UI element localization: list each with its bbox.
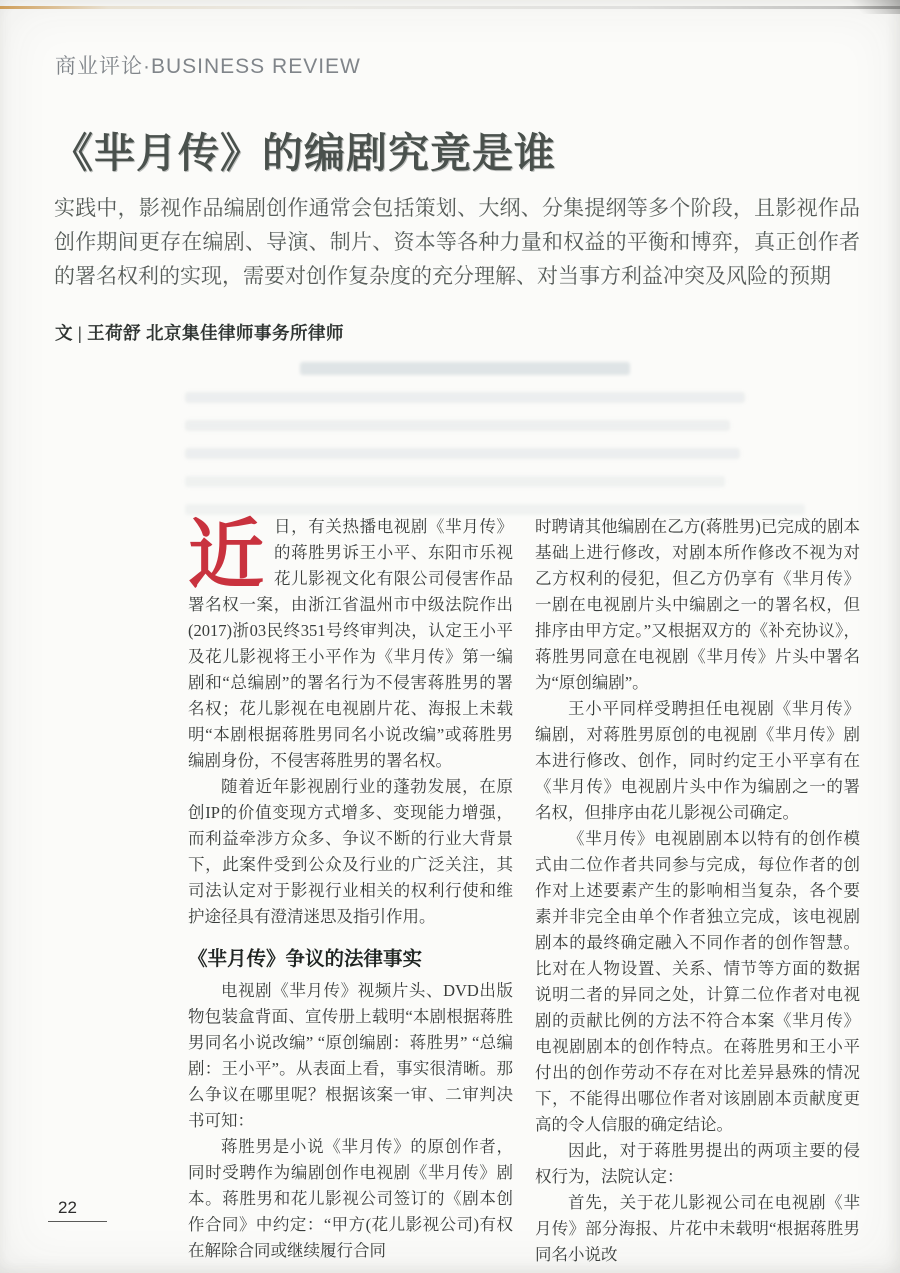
byline: 文 | 王荷舒 北京集佳律师事务所律师	[55, 323, 344, 343]
left-column	[188, 514, 513, 1268]
bleed-through-artifact	[185, 362, 785, 532]
bleed-line	[300, 362, 630, 375]
paragraph: 首先，关于花儿影视公司在电视剧《芈月传》部分海报、片花中未载明“根据蒋胜男同名小说改	[535, 1193, 860, 1264]
page-number: 22	[48, 1198, 107, 1222]
bleed-line	[185, 476, 725, 487]
paragraph-lede	[188, 514, 513, 774]
article-title: 《芈月传》的编剧究竟是谁	[52, 130, 556, 176]
scan-corner-artifact	[840, 0, 900, 14]
paragraph: 因此，对于蒋胜男提出的两项主要的侵权行为，法院认定：	[535, 1141, 860, 1186]
paragraph: 王小平同样受聘担任电视剧《芈月传》编剧，对蒋胜男原创的电视剧《芈月传》剧本进行修改、创作，同时约定王小平享有在《芈月传》电视剧片头中作为编剧之一的署名权，但排序由花儿影视公司确定。	[535, 699, 860, 822]
bleed-line	[185, 392, 745, 403]
paragraph: 蒋胜男是小说《芈月传》的原创作者，同时受聘作为编剧创作电视剧《芈月传》剧本。蒋胜男和花儿影视公司签订的《剧本创作合同》中约定：“甲方(花儿影视公司)有权在解除合同或继续履行合同	[188, 1137, 513, 1260]
standfirst: 实践中，影视作品编剧创作通常会包括策划、大纲、分集提纲等多个阶段，且影视作品创作期间更存在编剧、导演、制片、资本等各种力量和权益的平衡和博弈，真正创作者的署名权利的实现，需要对创作复杂度的充分理解、对当事方利益冲突及风险的预期	[54, 197, 860, 288]
section-heading: 《芈月传》争议的法律事实	[188, 948, 423, 970]
paragraph: 电视剧《芈月传》视频片头、DVD出版物包装盒背面、宣传册上载明“本剧根据蒋胜男同名小说改编” “原创编剧：蒋胜男” “总编剧：王小平”。从表面上看，事实很清晰。那么争议在哪里呢？根据该案一审、二审判决书可知：	[188, 981, 513, 1130]
dropcap-character: 近	[188, 513, 264, 598]
paragraph: 随着近年影视剧行业的蓬勃发展，在原创IP的价值变现方式增多、变现能力增强，而利益牵涉方众多、争议不断的行业大背景下，此案件受到公众及行业的广泛关注，其司法认定对于影视行业相关的权利行使和维护途径具有澄清迷思及指引作用。	[188, 777, 513, 926]
paragraph-continuation: 时聘请其他编剧在乙方(蒋胜男)已完成的剧本基础上进行修改，对剧本所作修改不视为对乙方权利的侵犯，但乙方仍享有《芈月传》一剧在电视剧片头中编剧之一的署名权，但排序由甲方定。”又根据双方的《补充协议》，蒋胜男同意在电视剧《芈月传》片头中署名为“原创编剧”。	[535, 517, 860, 692]
paragraph: 《芈月传》电视剧剧本以特有的创作模式由二位作者共同参与完成，每位作者的创作对上述要素产生的影响相当复杂，各个要素并非完全由单个作者独立完成，该电视剧剧本的最终确定融入不同作者的创作智慧。比对在人物设置、关系、情节等方面的数据说明二者的异同之处，计算二位作者对电视剧的贡献比例的方法不符合本案《芈月传》电视剧剧本的创作特点。在蒋胜男和王小平付出的创作劳动不存在对比差异悬殊的情况下，不能得出哪位作者对该剧剧本贡献度更高的令人信服的确定结论。	[535, 829, 860, 1134]
paragraph-text: 日，有关热播电视剧《芈月传》的蒋胜男诉王小平、东阳市乐视花儿影视文化有限公司侵害作品署名权一案，由浙江省温州市中级法院作出(2017)浙03民终351号终审判决，认定王小平及花儿影视将王小平作为《芈月传》第一编剧和“总编剧”的署名行为不侵害蒋胜男的署名权；花儿影视在电视剧片花、海报上未载明“本剧根据蒋胜男同名小说改编”或蒋胜男编剧身份，不侵害蒋胜男的署名权。	[188, 517, 513, 770]
bleed-line	[185, 420, 730, 431]
scan-edge-artifact	[0, 6, 900, 9]
bleed-line	[185, 448, 740, 459]
section-kicker: 商业评论·BUSINESS REVIEW	[55, 55, 361, 78]
article-body	[188, 514, 860, 1268]
right-column	[535, 514, 860, 1268]
